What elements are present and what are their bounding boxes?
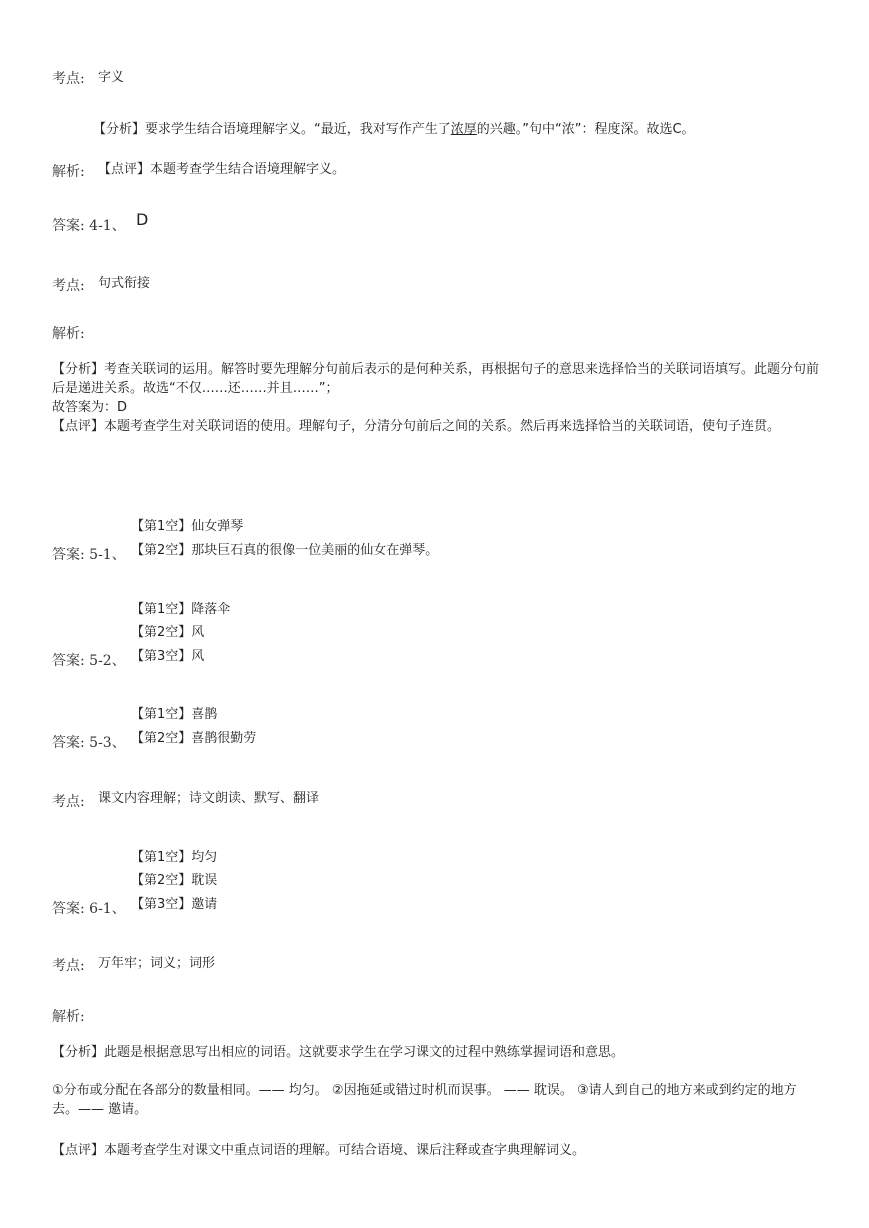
blank-answer: 【第2空】风 <box>131 625 205 640</box>
label-kaodian: 考点: <box>52 794 85 810</box>
answer-value: D <box>136 210 149 229</box>
kaodian-value: 句式衔接 <box>98 276 151 291</box>
comment-paragraph: 【点评】本题考查学生对课文中重点词语的理解。可结合语境、课后注释或查字典理解词义。 <box>52 1143 586 1158</box>
blank-answer: 【第1空】降落伞 <box>131 602 231 617</box>
label-daan-text: 答案: <box>52 735 85 751</box>
label-jiexi: 解析: <box>52 1009 85 1025</box>
label-daan-text: 答案: <box>52 218 85 234</box>
answer-number: 6-1、 <box>89 901 126 917</box>
blank-answer: 【第3空】风 <box>131 649 205 664</box>
kaodian-value: 课文内容理解；诗文朗读、默写、翻译 <box>98 791 320 806</box>
label-daan <box>52 215 126 235</box>
answer-number: 5-3、 <box>89 735 126 751</box>
analysis-text-part: 的兴趣。”句中“浓”：程度深。故选C。 <box>476 122 695 137</box>
blank-answer: 【第1空】均匀 <box>131 850 218 865</box>
blank-answer: 【第1空】仙女弹琴 <box>131 519 244 534</box>
kaodian-value: 字义 <box>98 70 125 85</box>
final-answer-line: 故答案为：D <box>52 400 128 415</box>
label-jiexi: 解析: <box>52 164 85 180</box>
definition-items: ①分布或分配在各部分的数量相同。—— 均匀。 ②因拖延或错过时机而误事。 —— 耽误。 ③请人到自己的地方来或到约定的地方去。—— 邀请。 <box>52 1083 797 1117</box>
label-kaodian: 考点: <box>52 71 85 87</box>
analysis-underlined-word: 浓厚 <box>450 122 477 137</box>
label-daan-text: 答案: <box>52 547 85 563</box>
label-jiexi: 解析: <box>52 326 85 342</box>
label-kaodian: 考点: <box>52 958 85 974</box>
kaodian-value: 万年牢；词义；词形 <box>98 956 216 971</box>
label-daan <box>52 732 126 752</box>
analysis-text <box>93 118 695 137</box>
blank-answer: 【第2空】耽误 <box>131 873 218 888</box>
label-daan-text: 答案: <box>52 653 85 669</box>
analysis-paragraph: 【分析】此题是根据意思写出相应的词语。这就要求学生在学习课文的过程中熟练掌握词语和意思。 <box>52 1045 625 1060</box>
answer-number: 4-1、 <box>89 218 126 234</box>
blank-answer: 【第3空】邀请 <box>131 897 218 912</box>
label-daan <box>52 544 126 564</box>
label-kaodian: 考点: <box>52 278 85 294</box>
blank-answer: 【第2空】那块巨石真的很像一位美丽的仙女在弹琴。 <box>131 543 439 558</box>
comment-text: 【点评】本题考查学生结合语境理解字义。 <box>98 162 346 177</box>
answer-number: 5-1、 <box>89 547 126 563</box>
label-daan-text: 答案: <box>52 901 85 917</box>
analysis-paragraph: 【分析】考查关联词的运用。解答时要先理解分句前后表示的是何种关系，再根据句子的意思来选择恰当的关联词语填写。此题分句前后是递进关系。故选“不仅……还……并且……”； <box>52 362 820 396</box>
blank-answer: 【第1空】喜鹊 <box>131 707 218 722</box>
label-daan <box>52 898 126 918</box>
answer-number: 5-2、 <box>89 653 126 669</box>
comment-paragraph: 【点评】本题考查学生对关联词语的使用。理解句子，分清分句前后之间的关系。然后再来选择恰当的关联词语，使句子连贯。 <box>52 419 781 434</box>
label-daan <box>52 650 126 670</box>
analysis-text-part: 【分析】要求学生结合语境理解字义。“最近，我对写作产生了 <box>93 122 451 137</box>
blank-answer: 【第2空】喜鹊很勤劳 <box>131 731 257 746</box>
